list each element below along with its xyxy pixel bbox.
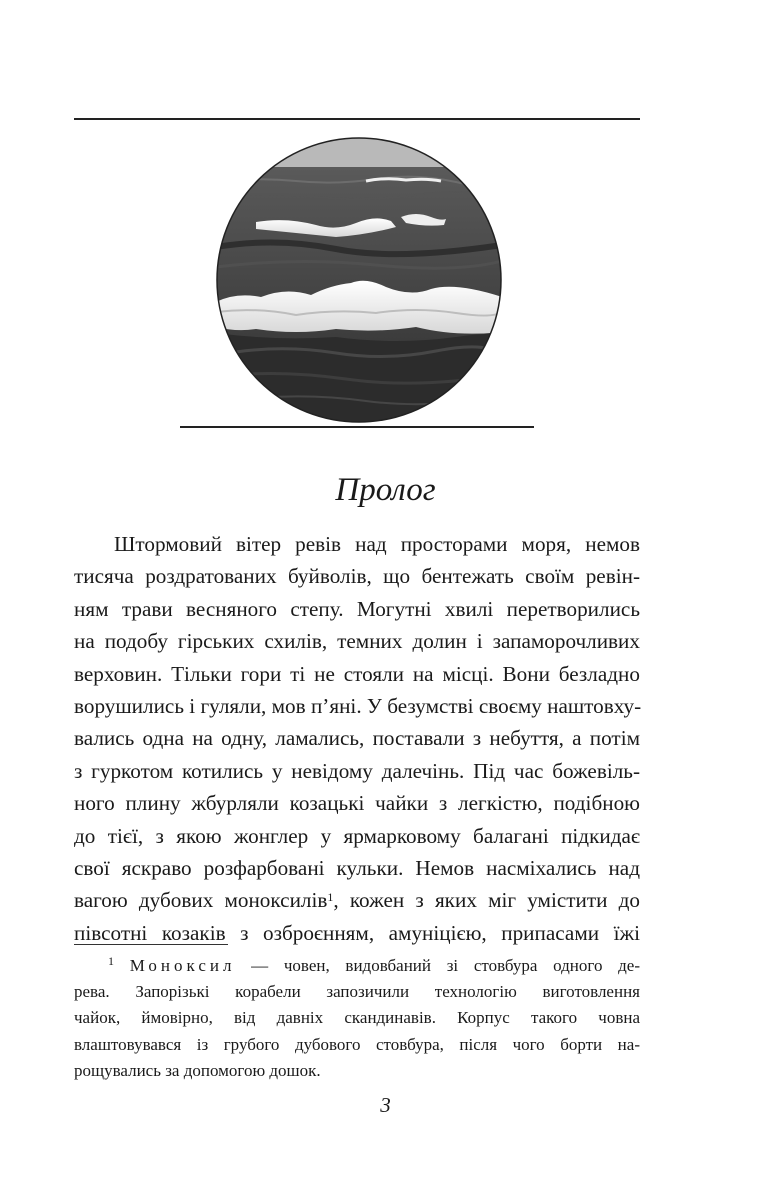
text-fragment: — човен, видовбаний зі стовбура одного де- bbox=[235, 956, 640, 975]
body-text bbox=[74, 528, 640, 949]
footnote-line: чайок, ймовірно, від давніх скандинавів. Корпус такого човна bbox=[74, 1008, 640, 1028]
footnote-line bbox=[74, 953, 640, 979]
top-rule bbox=[74, 118, 640, 120]
text-line: на подобу гірських схилів, темних долин і запаморочливих bbox=[74, 629, 640, 654]
text-fragment: , кожен з яких міг умістити до bbox=[333, 888, 640, 913]
text-line: ворушились і гуляли, мов п’яні. У безумстві своєму наштовху- bbox=[74, 694, 642, 719]
text-fragment: вагою дубових моноксилів bbox=[74, 888, 328, 913]
text-line: Штормовий вітер ревів над просторами моря, немов bbox=[114, 532, 640, 556]
footnote-divider bbox=[74, 944, 228, 945]
sea-waves-image bbox=[216, 137, 502, 423]
bottom-rule bbox=[180, 426, 534, 428]
text-line: свої яскраво розфарбовані кульки. Немов насміхались над bbox=[74, 856, 640, 881]
footnote-line: рева. Запорізькі корабели запозичили технологію виготовлення bbox=[74, 982, 640, 1002]
text-line: верховин. Тільки гори ті не стояли на місці. Вони безладно bbox=[74, 661, 640, 686]
footnote-line: рощувались за допомогою дошок. bbox=[74, 1060, 321, 1080]
page-number: 3 bbox=[380, 1093, 391, 1117]
footnote bbox=[74, 953, 640, 1084]
footnote-reference[interactable]: 1 bbox=[327, 890, 334, 905]
text-line: ням трави весняного степу. Могутні хвилі перетворились bbox=[74, 596, 640, 621]
footnote-marker: 1 bbox=[108, 954, 114, 968]
text-line: тисяча роздратованих буйволів, що бентежать своїм ревін- bbox=[74, 564, 640, 589]
footnote-term: Моноксил bbox=[129, 956, 236, 975]
text-line: вались одна на одну, ламались, поставали з небуття, а потім bbox=[74, 726, 640, 751]
chapter-title: Пролог bbox=[335, 472, 436, 508]
text-line: до тієї, з якою жонглер у ярмарковому балагані підкидає bbox=[74, 823, 640, 848]
text-line: ного плину жбурляли козацькі чайки з легкістю, подібною bbox=[74, 791, 640, 816]
sea-waves-icon bbox=[216, 137, 502, 423]
footnote-line: влаштовувався із грубого дубового стовбура, після чого борти на- bbox=[74, 1034, 640, 1054]
text-line: з гуркотом котились у невідому далечінь. Під час божевіль- bbox=[74, 758, 640, 783]
text-line: півсотні козаків з озброєнням, амуніцією, припасами їжі bbox=[74, 920, 640, 945]
text-line-with-footnote-ref bbox=[74, 884, 640, 916]
